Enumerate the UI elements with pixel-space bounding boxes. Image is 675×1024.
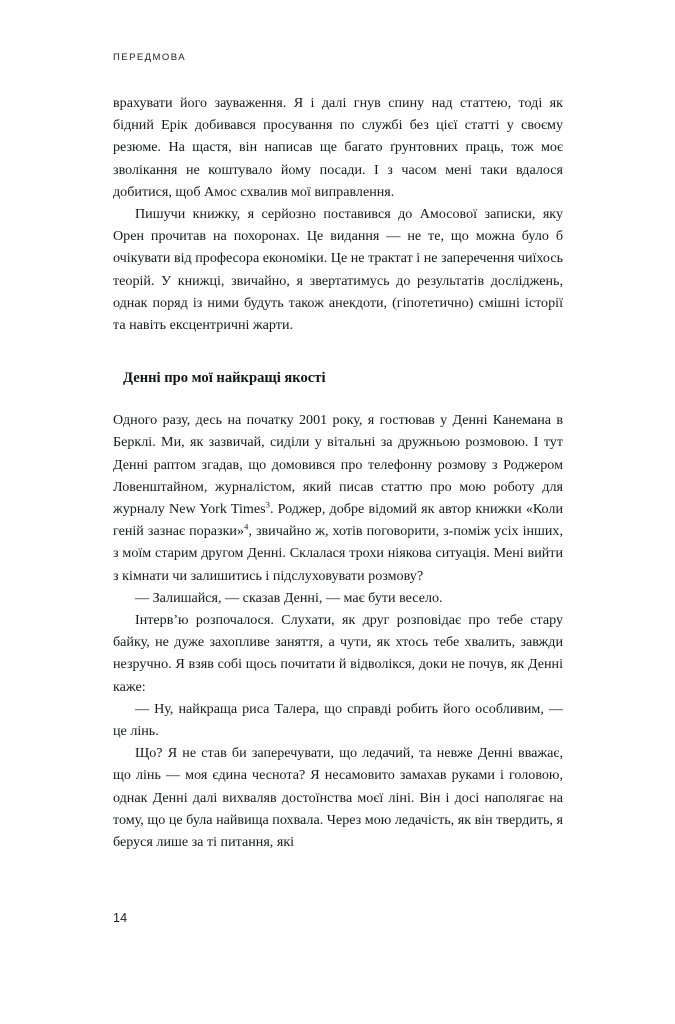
footnote-marker[interactable]: 4 <box>244 521 249 532</box>
text-column <box>113 92 563 853</box>
paragraph-6: — Ну, найкраща риса Талера, що справді робить його особливим, — це лінь. <box>113 700 563 740</box>
page-number: 14 <box>113 911 128 925</box>
section-heading: Денні про мої найкращі якості <box>123 370 326 387</box>
paragraph-1: врахувати його зауваження. Я і далі гнув спину над статтею, тоді як бідний Ерік добивався просування по службі без цієї статті у своєму резюме. На щастя, він написав ще багато ґрунтовних праць, тож моє зволікання не коштувало йому посади. І з часом мені таки вдалося добитися, щоб Амос схвалив мої виправлення. <box>113 95 563 200</box>
paragraph-5: Інтерв’ю розпочалося. Слухати, як друг розповідає про тебе стару байку, не дуже захопливе заняття, а чути, як хтось тебе хвалить, завжди незручно. Я взяв собі щось почитати й відволікся, доки не почув, як Денні каже: <box>113 612 563 695</box>
heading-spacer-below <box>113 389 563 409</box>
running-header: ПЕРЕДМОВА <box>113 52 186 63</box>
heading-spacer-above <box>113 336 563 367</box>
paragraph-7: Що? Я не став би заперечувати, що ледачий, та невже Денні вважає, що лінь — моя єдина чеснота? Я несамовито замахав руками і головою, однак Денні далі вихваляв достоїнства моєї ліні. Він і досі наполягає на тому, що це була найвища похвала. Через мою ледачість, як він твердить, я беруся лише за ті питання, які <box>113 745 563 851</box>
paragraph-3: Одного разу, десь на початку 2001 року, я гостював у Денні Канемана в Берклі. Ми, як зазвичай, сиділи у вітальні за дружньою розмовою. І тут Денні раптом згадав, що домовився про телефонну розмову з Роджером Ловенштайном, журналістом, який писав статтю про мою роботу для журналу New York Times$^3$. Роджер, добре відомий як автор книжки «Коли геній зазнає поразки»$^4$, звичайно ж, хотів поговорити, з-поміж усіх інших, з моїм старим другом Денні. Склалася трохи ніякова ситуація. Мені вийти з кімнати чи залишитись і підслуховувати розмову? <box>113 412 563 584</box>
paragraph-2: Пишучи книжку, я серйозно поставився до Амосової записки, яку Орен прочитав на похоронах. Це видання — не те, що можна було б очікувати від професора економіки. Це не трактат і не заперечення чиїхось теорій. У книжці, звичайно, я звертатимусь до результатів досліджень, однак поряд із ними будуть також анекдоти, (гіпотетично) смішні історії та навіть ексцентричні жарти. <box>113 206 563 334</box>
paragraph-4: — Залишайся, — сказав Денні, — має бути весело. <box>135 589 443 606</box>
footnote-marker[interactable]: 3 <box>265 499 270 510</box>
